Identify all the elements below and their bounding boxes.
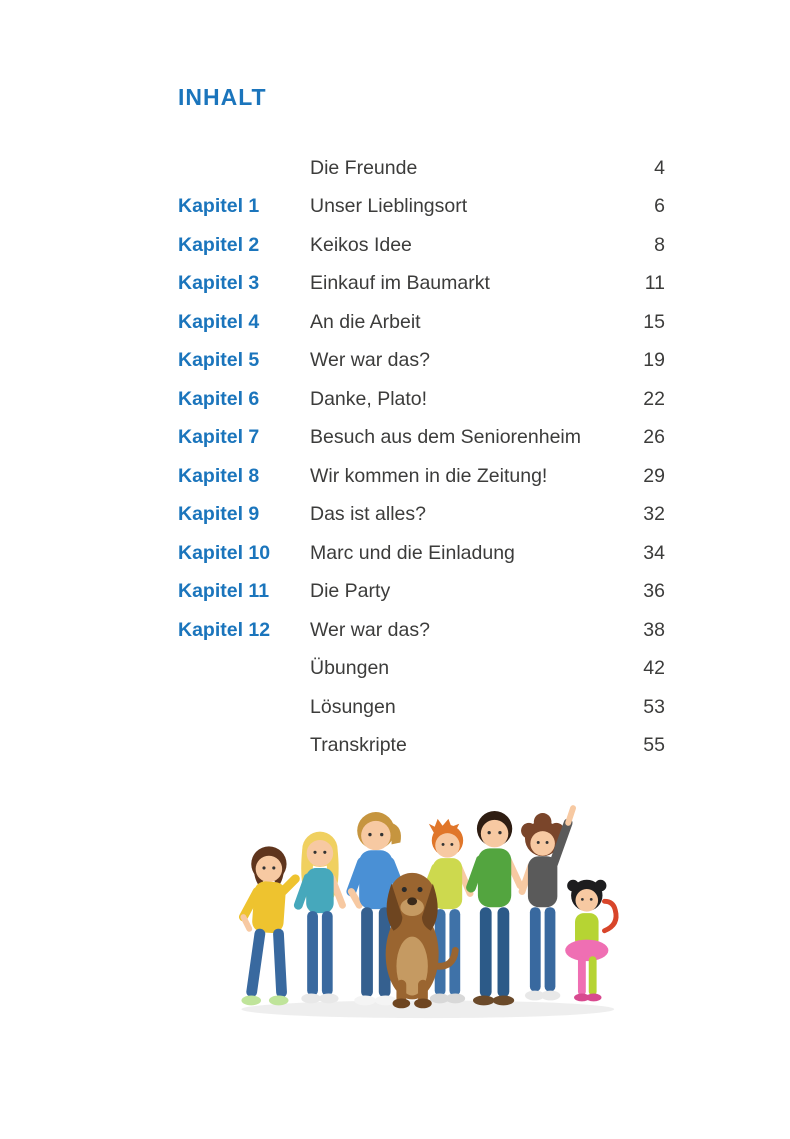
toc-row [178,688,665,727]
toc-page-number: 19 [643,349,665,371]
toc-entry-title: Wer war das? [310,349,430,371]
toc-chapter-label: Kapitel 10 [178,541,271,564]
toc-chapter-label: Kapitel 6 [178,387,260,410]
toc-entry-title: Danke, Plato! [310,387,428,410]
toc-entry-title: Wer war das? [310,618,430,641]
toc-entry-title: Einkauf im Baumarkt [310,272,490,294]
toc-chapter-label: Kapitel 1 [178,195,260,217]
toc-chapter-label: Kapitel 9 [178,503,260,525]
toc-row [178,380,665,419]
toc-chapter-label: Kapitel 4 [178,310,260,333]
toc-row [178,457,665,496]
character-yellow-shirt-girl [241,846,295,1005]
toc-row [178,727,665,766]
toc-row [178,303,665,342]
toc-entry-title: An die Arbeit [310,310,421,333]
toc-chapter-label: Kapitel 5 [178,349,260,371]
toc-row [178,534,665,573]
toc-page-number: 26 [643,426,665,448]
toc-row [178,265,665,304]
toc-entry-title: Wir kommen in die Zeitung! [310,464,548,487]
toc-entry-title: Übungen [310,657,390,679]
toc-page-number: 29 [643,464,665,487]
red-monkey-tail [604,901,616,930]
toc-entry-title: Das ist alles? [310,503,426,525]
toc-chapter-label: Kapitel 3 [178,272,260,294]
toc-chapter-label: Kapitel 8 [178,464,260,487]
toc-page-number: 6 [654,195,665,217]
character-blonde-girl [298,832,342,1004]
toc-row [178,149,665,188]
toc-page-number: 8 [654,233,665,256]
page-title: INHALT [178,84,267,110]
toc-entry-title: Die Freunde [310,156,418,179]
toc-page-number: 53 [643,695,665,718]
character-pink-tutu-girl [565,880,616,1002]
toc-row [178,342,665,381]
toc-entry-title: Transkripte [310,734,407,756]
toc-list [178,149,665,765]
toc-row [178,188,665,227]
toc-entry-title: Lösungen [310,695,396,718]
toc-entry-title: Marc und die Einladung [310,541,515,564]
character-curly-hair-girl [521,808,573,1000]
toc-entry-title: Keikos Idee [310,233,412,256]
toc-page-number: 22 [643,387,665,410]
toc-page-number: 55 [643,734,665,756]
toc-chapter-label: Kapitel 11 [178,580,270,602]
friends-illustration [200,762,640,1022]
toc-page-number: 34 [643,541,665,564]
toc-row [178,226,665,265]
toc-row [178,573,665,612]
toc-entry-title: Besuch aus dem Seniorenheim [310,426,581,448]
toc-row [178,650,665,689]
toc-chapter-label: Kapitel 7 [178,426,260,448]
toc-row [178,611,665,650]
toc-page-number: 42 [643,657,665,679]
toc-row [178,496,665,535]
toc-row [178,419,665,458]
toc-entry-title: Die Party [310,580,391,602]
toc-page-number: 38 [643,618,665,641]
toc-chapter-label: Kapitel 2 [178,233,260,256]
toc-chapter-label: Kapitel 12 [178,618,271,641]
toc-page-number: 11 [644,272,665,294]
toc-entry-title: Unser Lieblingsort [310,195,468,217]
toc-page-number: 4 [654,156,665,179]
toc-page-number: 36 [643,580,665,602]
toc-page-number: 32 [643,503,665,525]
toc-page-number: 15 [643,310,665,333]
character-green-shirt-boy [471,811,520,1005]
